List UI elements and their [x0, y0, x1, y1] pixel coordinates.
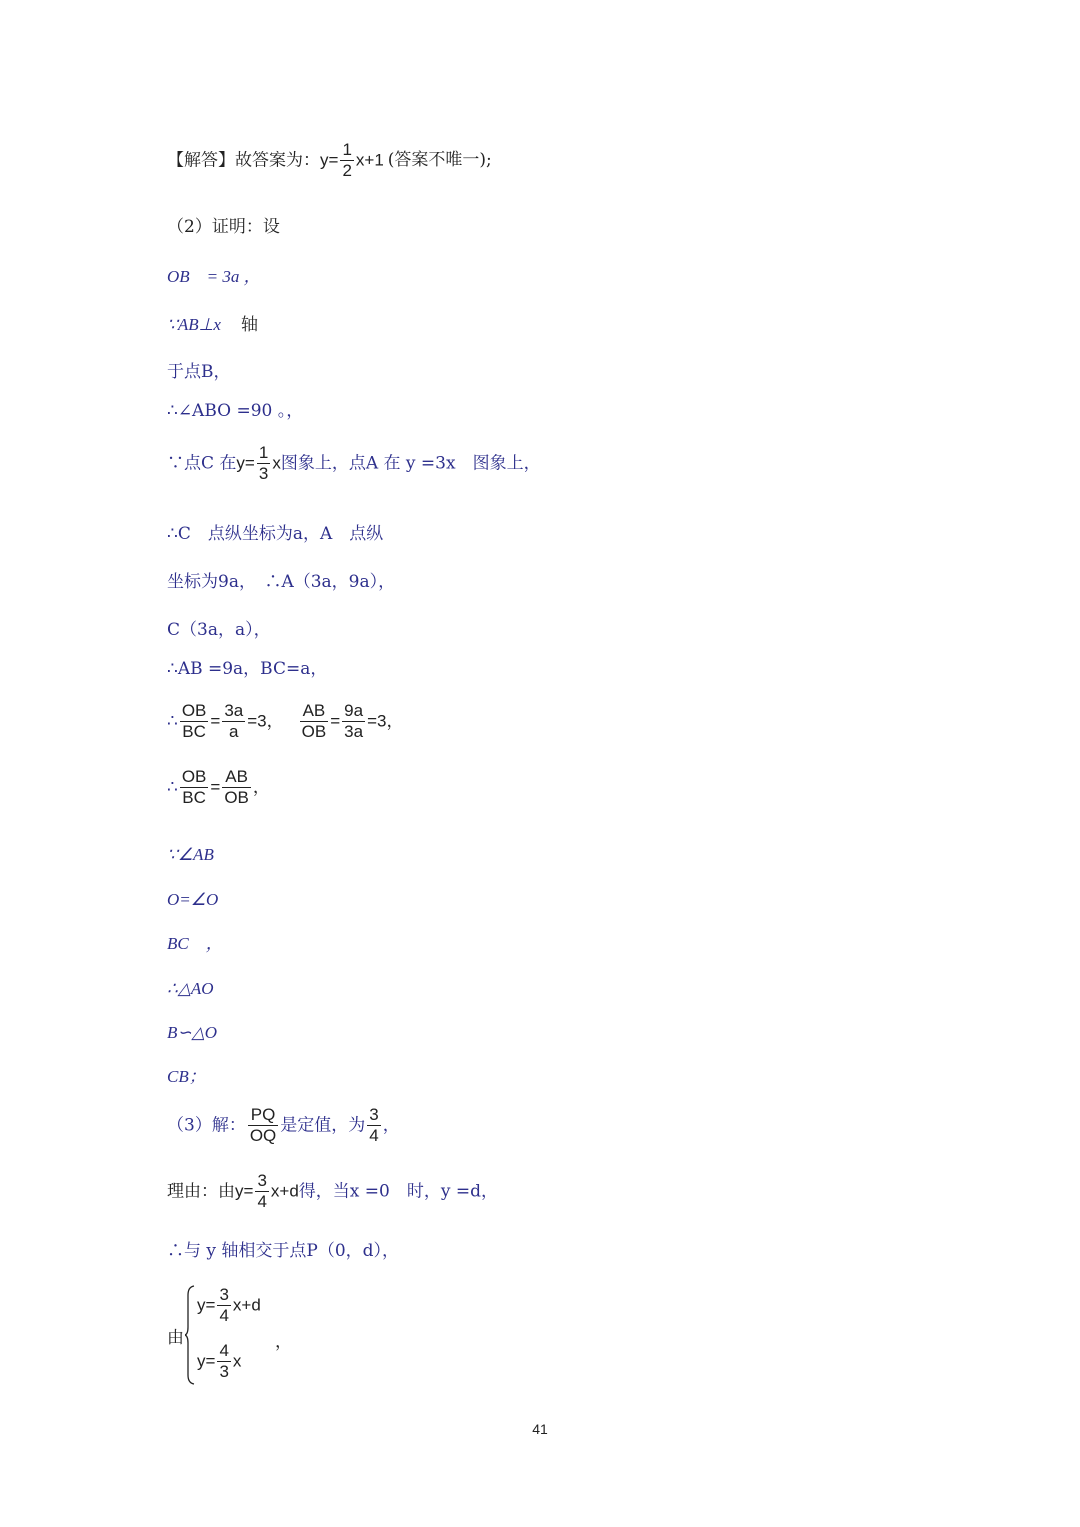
text: 理由：由 [167, 1181, 235, 1202]
answer-line [167, 140, 492, 182]
eq-y: y= [236, 453, 255, 473]
answer-note: (答案不唯一); [387, 150, 492, 171]
numerator: 3 [367, 1105, 380, 1126]
proof-line-16: BC ， [167, 934, 223, 953]
fraction [217, 1285, 230, 1327]
proof-line-13 [167, 767, 270, 809]
proof-line-4 [167, 316, 258, 334]
fraction [217, 1341, 230, 1383]
eq-rest: x+1 [355, 150, 384, 170]
eq-rest: x+d [270, 1181, 299, 1201]
denominator: a [229, 722, 239, 742]
proof-line-17: ∴△AO [167, 979, 214, 998]
denominator: OB [301, 722, 327, 742]
proof-line-8: ∴C 点纵坐标为a，A 点纵 [167, 524, 384, 544]
fraction [222, 767, 251, 809]
eq-rest: x+d [232, 1295, 261, 1315]
denominator: 3a [344, 722, 364, 742]
proof-line-9: 坐标为9a， ∴A（3a，9a）， [167, 572, 396, 592]
fraction [255, 1171, 268, 1213]
equation-1 [197, 1285, 261, 1327]
proof-line-7 [167, 443, 541, 485]
part3-line [167, 1105, 400, 1147]
left-brace-icon [185, 1285, 195, 1385]
proof-line-6: ∴∠ABO =90 。， [167, 401, 304, 421]
numerator: 3a [222, 701, 245, 722]
fraction [340, 140, 353, 182]
denominator: 4 [219, 1306, 229, 1326]
equals: = [210, 711, 221, 731]
result: =3， [247, 711, 284, 731]
proof-line-3: OB = 3a ， [167, 267, 261, 286]
denominator: OQ [249, 1126, 277, 1146]
numerator: 9a [342, 701, 365, 722]
text: ， [382, 1115, 400, 1136]
numerator: AB [222, 767, 251, 788]
fraction [222, 701, 245, 743]
proof-line-18: B∽△O [167, 1023, 217, 1042]
denominator: OB [224, 788, 249, 808]
proof-line-11: ∴AB =9a，BC=a， [167, 659, 328, 679]
numerator: 3 [217, 1285, 230, 1306]
numerator: OB [180, 701, 209, 722]
denominator: 4 [369, 1126, 379, 1146]
denominator: 3 [258, 464, 269, 484]
denominator: BC [182, 788, 206, 808]
part2-heading: （2）证明：设 [167, 217, 280, 237]
equals: = [210, 777, 221, 797]
text: （3）解： [167, 1115, 246, 1136]
equation-2 [197, 1341, 241, 1383]
text: 轴 [240, 315, 258, 335]
text: ∵点C 在 [167, 453, 237, 474]
eq-y: y= [197, 1295, 216, 1315]
proof-line-5: 于点B， [167, 362, 231, 382]
proof-line-14: ∵∠AB [167, 845, 214, 864]
numerator: 4 [217, 1341, 230, 1362]
eq-x: x [272, 453, 281, 473]
fraction [257, 443, 270, 485]
therefore: ∴ [167, 711, 178, 732]
intersection-line: ∴与 y 轴相交于点P（0，d）， [167, 1241, 400, 1261]
eq-y: y= [235, 1181, 254, 1201]
therefore: ∴ [167, 777, 178, 798]
answer-prefix: 【解答】故答案为： [167, 150, 320, 171]
text: 图象上，点A 在 y =3x 图象上， [280, 453, 541, 474]
denominator: 4 [257, 1192, 267, 1212]
fraction [180, 767, 209, 809]
numerator: 1 [257, 443, 270, 464]
numerator: AB [300, 701, 329, 722]
numerator: 3 [255, 1171, 268, 1192]
text: 得，当x =0 时，y =d， [298, 1181, 498, 1202]
proof-line-15: O=∠O [167, 890, 219, 909]
result: =3， [367, 711, 404, 731]
eq-y: y= [197, 1351, 216, 1371]
fraction [300, 701, 329, 743]
denominator: 3 [219, 1362, 229, 1382]
proof-line-19: CB； [167, 1067, 206, 1086]
system-prefix: 由 [167, 1328, 184, 1347]
fraction [180, 701, 209, 743]
equals: = [330, 711, 341, 731]
eq-rest: x [232, 1351, 242, 1371]
reason-line [167, 1171, 498, 1213]
text: 是定值，为 [280, 1115, 366, 1136]
denominator: 2 [342, 161, 352, 181]
eq-y: y= [320, 150, 339, 170]
fraction [248, 1105, 278, 1147]
numerator: OB [180, 767, 209, 788]
proof-line-12 [167, 701, 403, 743]
fraction [367, 1105, 380, 1147]
text: ∵AB⊥x [167, 315, 221, 334]
fraction [342, 701, 365, 743]
comma: ， [252, 777, 270, 797]
numerator: PQ [248, 1105, 278, 1126]
system-comma: ， [275, 1332, 292, 1351]
numerator: 1 [340, 140, 353, 161]
denominator: BC [182, 722, 206, 742]
page-number: 41 [532, 1421, 548, 1437]
proof-line-10: C（3a，a）， [167, 620, 271, 640]
